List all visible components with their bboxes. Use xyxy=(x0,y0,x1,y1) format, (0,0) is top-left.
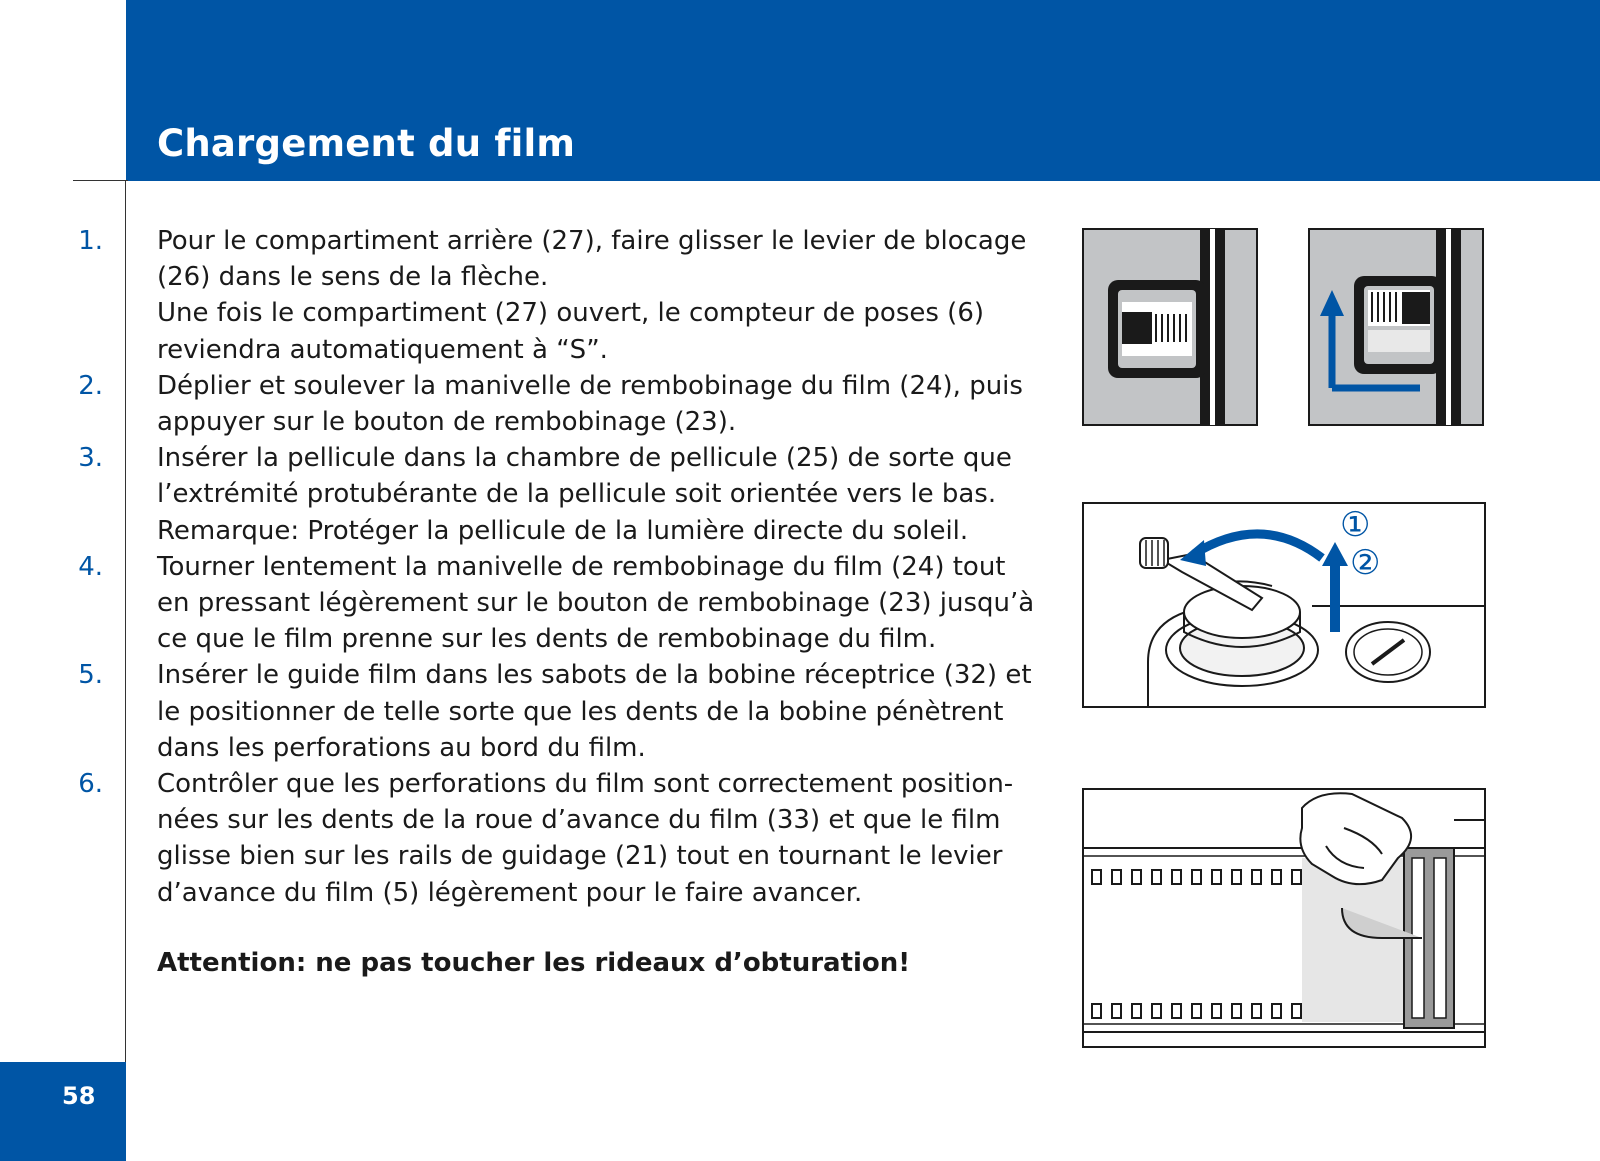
figure-rewind-crank xyxy=(1082,502,1486,708)
step-line: (26) dans le sens de la flèche. xyxy=(157,262,549,293)
step-line: le positionner de telle sorte que les dents de la bobine pénètrent xyxy=(157,696,1004,727)
step-line: d’avance du film (5) légèrement pour le faire avancer. xyxy=(157,877,863,908)
step-line: Tourner lentement la manivelle de rembobinage du film (24) tout xyxy=(157,551,1006,582)
step-line: en pressant légèrement sur le bouton de rembobinage (23) jusqu’à xyxy=(157,588,1035,619)
step-line: Pour le compartiment arrière (27), faire glisser le levier de blocage xyxy=(157,226,1027,256)
step-line: l’extrémité protubérante de la pellicule soit orientée vers le bas. xyxy=(157,479,997,510)
step-line: Déplier et soulever la manivelle de rembobinage du film (24), puis xyxy=(157,370,1023,401)
step-number: 2. xyxy=(78,370,103,401)
callout-1: ① xyxy=(1340,505,1371,545)
step-line: reviendra automatiquement à “S”. xyxy=(157,334,608,365)
step-5 xyxy=(78,657,1032,766)
step-line: Contrôler que les perforations du film sont correctement position- xyxy=(157,769,1014,800)
margin-rule xyxy=(125,180,126,1161)
step-number: 3. xyxy=(78,443,103,474)
header-rule xyxy=(73,180,128,181)
step-6 xyxy=(78,766,1017,911)
step-number: 4. xyxy=(78,551,103,582)
figure-lock-closed xyxy=(1082,228,1258,426)
step-1 xyxy=(78,223,1027,368)
page-number-box xyxy=(0,1062,126,1161)
step-line: Insérer le guide film dans les sabots de la bobine réceptrice (32) et xyxy=(157,660,1032,691)
step-number: 6. xyxy=(78,769,103,800)
step-number: 1. xyxy=(78,226,103,256)
instructions xyxy=(78,223,1035,981)
step-line: Insérer la pellicule dans la chambre de pellicule (25) de sorte que xyxy=(157,443,1012,474)
step-3 xyxy=(78,440,1017,549)
figure-film-loading xyxy=(1082,788,1486,1048)
step-4 xyxy=(78,549,1035,658)
figure-lock-open xyxy=(1308,228,1484,426)
step-number: 5. xyxy=(78,660,103,691)
step-line: Remarque: Protéger la pellicule de la lumière directe du soleil. xyxy=(157,515,969,546)
step-line: appuyer sur le bouton de rembobinage (23). xyxy=(157,407,737,438)
step-2 xyxy=(78,368,1023,440)
page-number: 58 xyxy=(62,1082,96,1110)
step-line: nées sur les dents de la roue d’avance du film (33) et que le film xyxy=(157,805,1001,836)
step-line: Une fois le compartiment (27) ouvert, le compteur de poses (6) xyxy=(157,298,984,329)
step-line: ce que le film prenne sur les dents de rembobinage du film. xyxy=(157,624,937,655)
callout-2: ② xyxy=(1350,543,1381,583)
page-title: Chargement du film xyxy=(157,122,576,165)
step-line: dans les perforations au bord du film. xyxy=(157,732,646,763)
step-line: glisse bien sur les rails de guidage (21) tout en tournant le levier xyxy=(157,841,1003,872)
warning-text: Attention: ne pas toucher les rideaux d’obturation! xyxy=(157,947,911,978)
